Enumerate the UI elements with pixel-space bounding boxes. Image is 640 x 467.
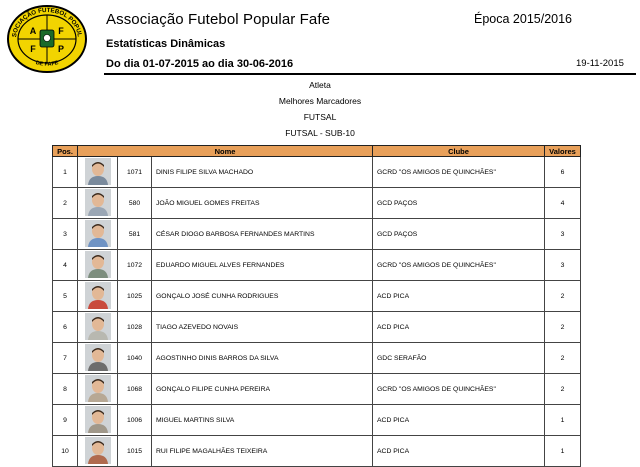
row-position: 4 (53, 250, 78, 281)
athlete-photo (85, 189, 111, 216)
goals-value: 3 (545, 219, 581, 250)
athlete-number: 1028 (118, 312, 152, 343)
athlete-photo (85, 375, 111, 402)
athlete-name: MIGUEL MARTINS SILVA (152, 405, 373, 436)
athlete-name: EDUARDO MIGUEL ALVES FERNANDES (152, 250, 373, 281)
logo-letter-tr: F (58, 26, 64, 36)
athlete-photo-cell (78, 374, 118, 405)
date-range: Do dia 01-07-2015 ao dia 30-06-2016 (106, 58, 294, 70)
athlete-photo-cell (78, 219, 118, 250)
athlete-photo-cell (78, 250, 118, 281)
athlete-club: GCRD "OS AMIGOS DE QUINCHÃES" (373, 157, 545, 188)
athlete-photo (85, 220, 111, 247)
athlete-photo-cell (78, 343, 118, 374)
athlete-name: GONÇALO JOSÉ CUNHA RODRIGUES (152, 281, 373, 312)
athlete-name: AGOSTINHO DINIS BARROS DA SILVA (152, 343, 373, 374)
goals-value: 4 (545, 188, 581, 219)
print-date: 19-11-2015 (576, 58, 624, 69)
logo-letter-bl: F (30, 44, 36, 54)
table-row (53, 312, 581, 343)
athlete-number: 1015 (118, 436, 152, 467)
athlete-number: 1071 (118, 157, 152, 188)
athlete-photo (85, 406, 111, 433)
goals-value: 2 (545, 374, 581, 405)
athlete-photo (85, 437, 111, 464)
athlete-photo-cell (78, 312, 118, 343)
row-position: 1 (53, 157, 78, 188)
athlete-photo-cell (78, 405, 118, 436)
athlete-photo (85, 313, 111, 340)
logo-bottom-text: DE FAFE (34, 60, 60, 68)
col-header-name: Nome (78, 146, 373, 157)
table-row (53, 157, 581, 188)
athlete-club: GCRD "OS AMIGOS DE QUINCHÃES" (373, 374, 545, 405)
athlete-number: 1025 (118, 281, 152, 312)
athlete-photo (85, 282, 111, 309)
athlete-club: GCRD "OS AMIGOS DE QUINCHÃES" (373, 250, 545, 281)
athlete-club: ACD PICA (373, 281, 545, 312)
athlete-number: 1068 (118, 374, 152, 405)
goals-value: 6 (545, 157, 581, 188)
athlete-name: GONÇALO FILIPE CUNHA PEREIRA (152, 374, 373, 405)
col-header-values: Valores (545, 146, 581, 157)
goals-value: 3 (545, 250, 581, 281)
athlete-club: ACD PICA (373, 436, 545, 467)
athlete-name: TIAGO AZEVEDO NOVAIS (152, 312, 373, 343)
athlete-club: GDC SERAFÃO (373, 343, 545, 374)
goals-value: 2 (545, 343, 581, 374)
athlete-number: 580 (118, 188, 152, 219)
athlete-name: DINIS FILIPE SILVA MACHADO (152, 157, 373, 188)
table-row (53, 250, 581, 281)
row-position: 7 (53, 343, 78, 374)
logo-letter-tl: A (29, 26, 37, 36)
table-row (53, 405, 581, 436)
athlete-club: GCD PAÇOS (373, 219, 545, 250)
org-name: Associação Futebol Popular Fafe (106, 11, 331, 28)
row-position: 10 (53, 436, 78, 467)
goals-value: 1 (545, 405, 581, 436)
athlete-number: 581 (118, 219, 152, 250)
athlete-name: CÉSAR DIOGO BARBOSA FERNANDES MARTINS (152, 219, 373, 250)
table-row (53, 436, 581, 467)
row-position: 5 (53, 281, 78, 312)
row-position: 3 (53, 219, 78, 250)
table-row (53, 281, 581, 312)
athlete-number: 1072 (118, 250, 152, 281)
row-position: 2 (53, 188, 78, 219)
athlete-club: GCD PAÇOS (373, 188, 545, 219)
header-divider (104, 73, 636, 75)
logo-ring-text: SOCIAÇÃO FUTEBOL POPUL (11, 6, 83, 38)
association-logo (6, 4, 88, 74)
athlete-name: JOÃO MIGUEL GOMES FREITAS (152, 188, 373, 219)
athlete-photo-cell (78, 436, 118, 467)
row-position: 6 (53, 312, 78, 343)
report-modality: FUTSAL (303, 112, 337, 122)
report-category: Atleta (309, 80, 331, 90)
table-row (53, 374, 581, 405)
table-row (53, 219, 581, 250)
athlete-photo-cell (78, 157, 118, 188)
scorers-table (52, 145, 581, 467)
athlete-photo (85, 158, 111, 185)
table-row (53, 188, 581, 219)
goals-value: 2 (545, 281, 581, 312)
athlete-number: 1006 (118, 405, 152, 436)
athlete-number: 1040 (118, 343, 152, 374)
athlete-photo-cell (78, 281, 118, 312)
table-row (53, 343, 581, 374)
athlete-photo (85, 251, 111, 278)
goals-value: 2 (545, 312, 581, 343)
table-header-row (53, 146, 581, 157)
col-header-club: Clube (373, 146, 545, 157)
logo-letter-br: P (57, 44, 65, 54)
athlete-club: ACD PICA (373, 405, 545, 436)
athlete-photo (85, 344, 111, 371)
report-division: FUTSAL - SUB-10 (285, 128, 355, 138)
col-header-pos: Pos. (53, 146, 78, 157)
goals-value: 1 (545, 436, 581, 467)
row-position: 8 (53, 374, 78, 405)
season-label: Época 2015/2016 (474, 12, 573, 26)
row-position: 9 (53, 405, 78, 436)
athlete-club: ACD PICA (373, 312, 545, 343)
athlete-photo-cell (78, 188, 118, 219)
report-subtitle: Estatísticas Dinâmicas (106, 38, 226, 50)
report-stat: Melhores Marcadores (278, 96, 362, 106)
athlete-name: RUI FILIPE MAGALHÃES TEIXEIRA (152, 436, 373, 467)
